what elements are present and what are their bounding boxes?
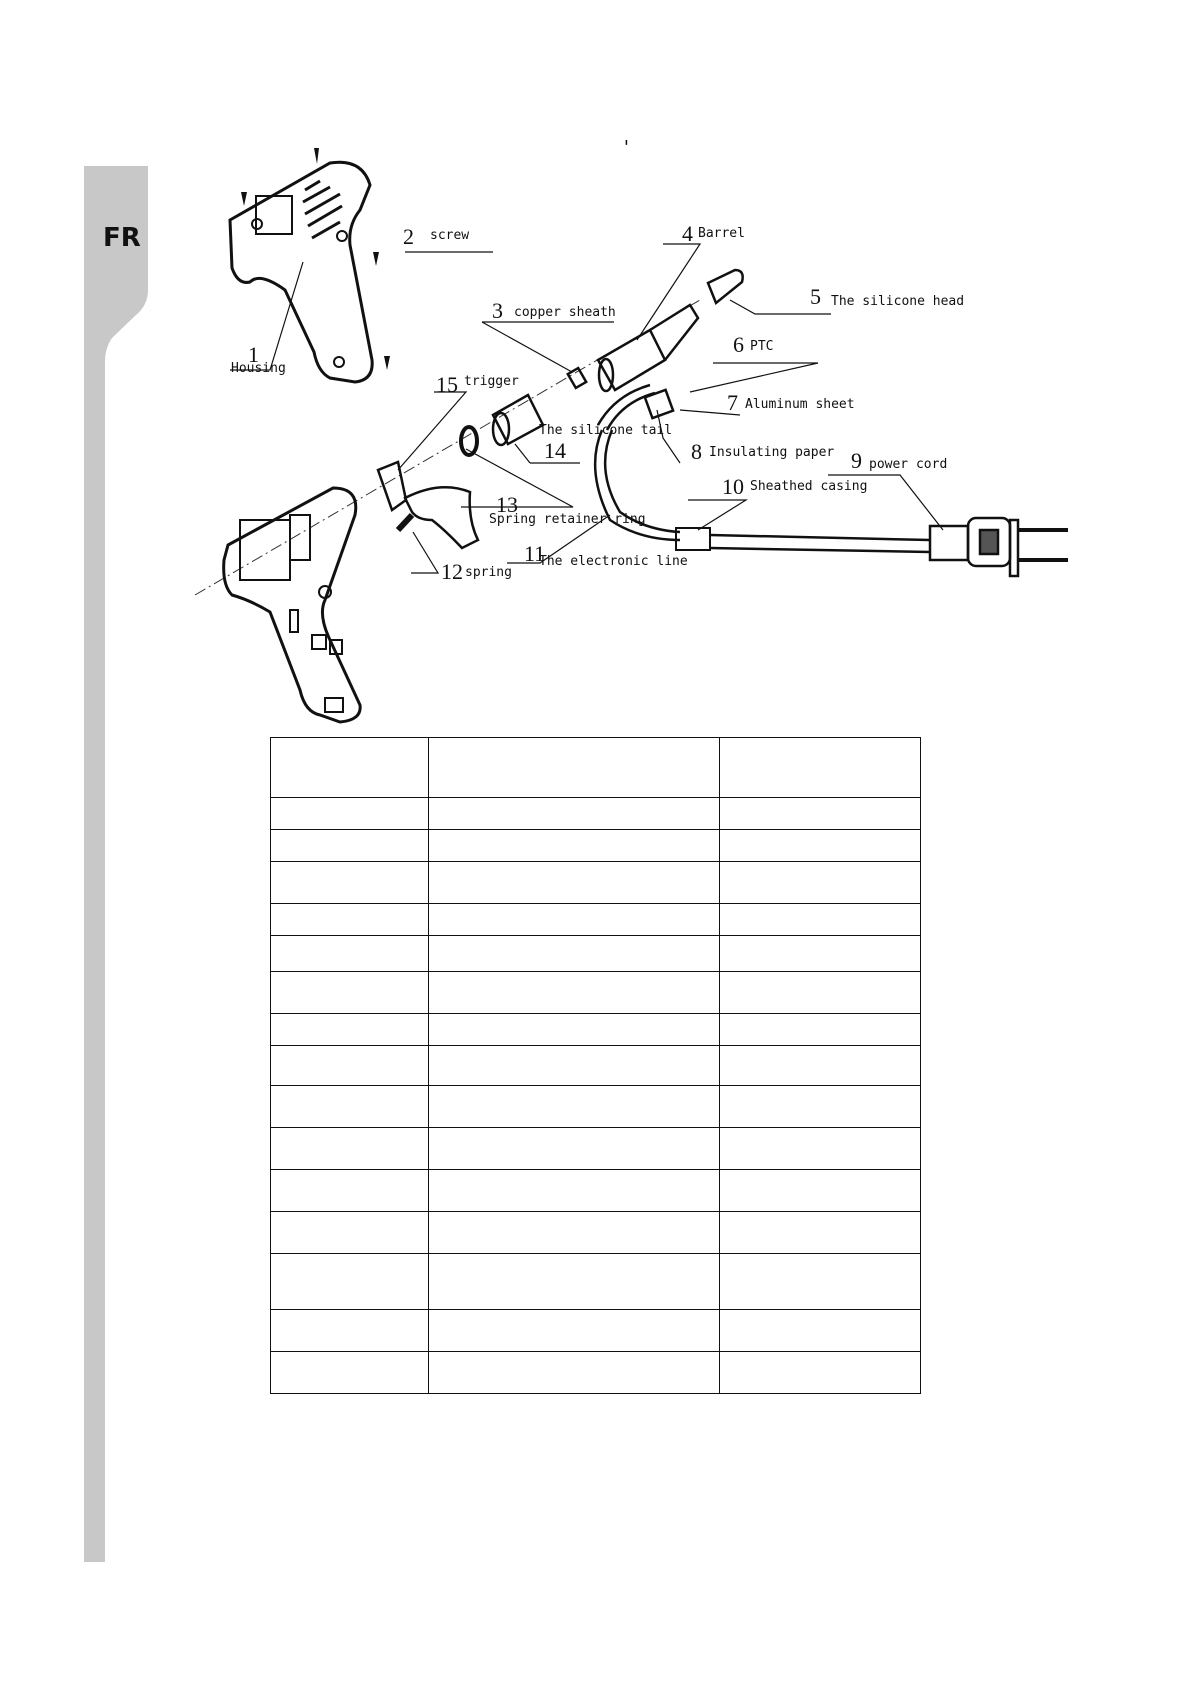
table-cell: [271, 738, 429, 798]
table-cell: [720, 1212, 921, 1254]
table-cell: [428, 798, 719, 830]
callout-number-8: 8: [691, 439, 702, 464]
table-row: [271, 936, 921, 972]
callout-number-5: 5: [810, 284, 821, 309]
table-row: [271, 1046, 921, 1086]
table-cell: [428, 1212, 719, 1254]
table-row: [271, 1212, 921, 1254]
table-cell: [271, 1046, 429, 1086]
table-cell: [428, 862, 719, 904]
callout-number-14: 14: [544, 438, 566, 463]
table-row: [271, 1310, 921, 1352]
table-cell: [428, 1128, 719, 1170]
callout-number-15: 15: [436, 372, 458, 397]
callout-number-3: 3: [492, 298, 503, 323]
table-cell: [720, 1014, 921, 1046]
callout-label-9: power cord: [869, 457, 948, 472]
table-cell: [428, 1014, 719, 1046]
table-cell: [720, 1170, 921, 1212]
table-cell: [720, 830, 921, 862]
table-cell: [271, 936, 429, 972]
exploded-view-diagram: [0, 0, 1191, 740]
callout-label-10: Sheathed casing: [750, 479, 868, 494]
table-cell: [428, 1352, 719, 1394]
table-cell: [428, 1046, 719, 1086]
callout-number-4: 4: [682, 221, 693, 246]
callout-number-7: 7: [727, 390, 738, 415]
table-row: [271, 830, 921, 862]
table-cell: [428, 904, 719, 936]
callout-label-13: Spring retainer ring: [489, 512, 646, 527]
table-cell: [271, 1352, 429, 1394]
callout-label-15: trigger: [464, 374, 519, 389]
table-row: [271, 1128, 921, 1170]
table-cell: [720, 972, 921, 1014]
callout-label-11: The electronic line: [539, 554, 688, 569]
callout-number-13: 13: [496, 492, 518, 517]
callout-label-4: Barrel: [698, 226, 745, 241]
table-row: [271, 1014, 921, 1046]
table-cell: [720, 1310, 921, 1352]
table-cell: [428, 738, 719, 798]
table-cell: [271, 862, 429, 904]
table-cell: [720, 738, 921, 798]
callout-number-1: 1: [248, 342, 259, 367]
language-code-label: FR: [103, 223, 141, 253]
table-cell: [720, 862, 921, 904]
parts-list-table: [270, 737, 921, 1394]
table-cell: [720, 904, 921, 936]
table-cell: [720, 1254, 921, 1310]
table-cell: [428, 936, 719, 972]
table-cell: [271, 830, 429, 862]
callout-label-1: Housing: [231, 361, 286, 376]
table-cell: [271, 798, 429, 830]
table-cell: [271, 1128, 429, 1170]
table-cell: [720, 1128, 921, 1170]
callout-number-9: 9: [851, 448, 862, 473]
table-cell: [271, 1014, 429, 1046]
table-cell: [720, 798, 921, 830]
table-cell: [720, 1086, 921, 1128]
stray-tick-mark: ': [621, 137, 632, 158]
table-row: [271, 862, 921, 904]
callout-number-11: 11: [524, 541, 546, 566]
table-cell: [720, 1352, 921, 1394]
table-cell: [428, 1254, 719, 1310]
table-cell: [720, 1046, 921, 1086]
table-row: [271, 738, 921, 798]
callout-number-12: 12: [441, 559, 463, 584]
trigger-assembly: [378, 427, 478, 548]
table-row: [271, 1352, 921, 1394]
table-cell: [428, 1086, 719, 1128]
callout-number-6: 6: [733, 332, 744, 357]
table-cell: [271, 904, 429, 936]
callout-label-7: Aluminum sheet: [745, 397, 855, 412]
callout-label-6: PTC: [750, 339, 774, 354]
table-cell: [428, 830, 719, 862]
callout-label-3: copper sheath: [514, 305, 616, 320]
callout-label-12: spring: [465, 565, 512, 580]
table-cell: [428, 1170, 719, 1212]
callout-number-10: 10: [722, 474, 744, 499]
callout-label-5: The silicone head: [831, 294, 965, 309]
table-cell: [271, 1310, 429, 1352]
table-cell: [720, 936, 921, 972]
table-cell: [428, 1310, 719, 1352]
barrel-assembly: [493, 270, 743, 445]
table-row: [271, 798, 921, 830]
callout-label-2: screw: [430, 228, 470, 243]
table-row: [271, 1086, 921, 1128]
table-row: [271, 1254, 921, 1310]
callout-number-2: 2: [403, 224, 414, 249]
table-cell: [271, 1170, 429, 1212]
table-cell: [271, 1212, 429, 1254]
table-row: [271, 1170, 921, 1212]
callout-label-8: Insulating paper: [709, 445, 835, 460]
table-row: [271, 972, 921, 1014]
table-cell: [271, 1086, 429, 1128]
table-row: [271, 904, 921, 936]
housing-lower-half: [224, 488, 360, 722]
callout-label-14: The silicone tail: [539, 423, 673, 438]
table-cell: [271, 972, 429, 1014]
table-cell: [271, 1254, 429, 1310]
table-cell: [428, 972, 719, 1014]
